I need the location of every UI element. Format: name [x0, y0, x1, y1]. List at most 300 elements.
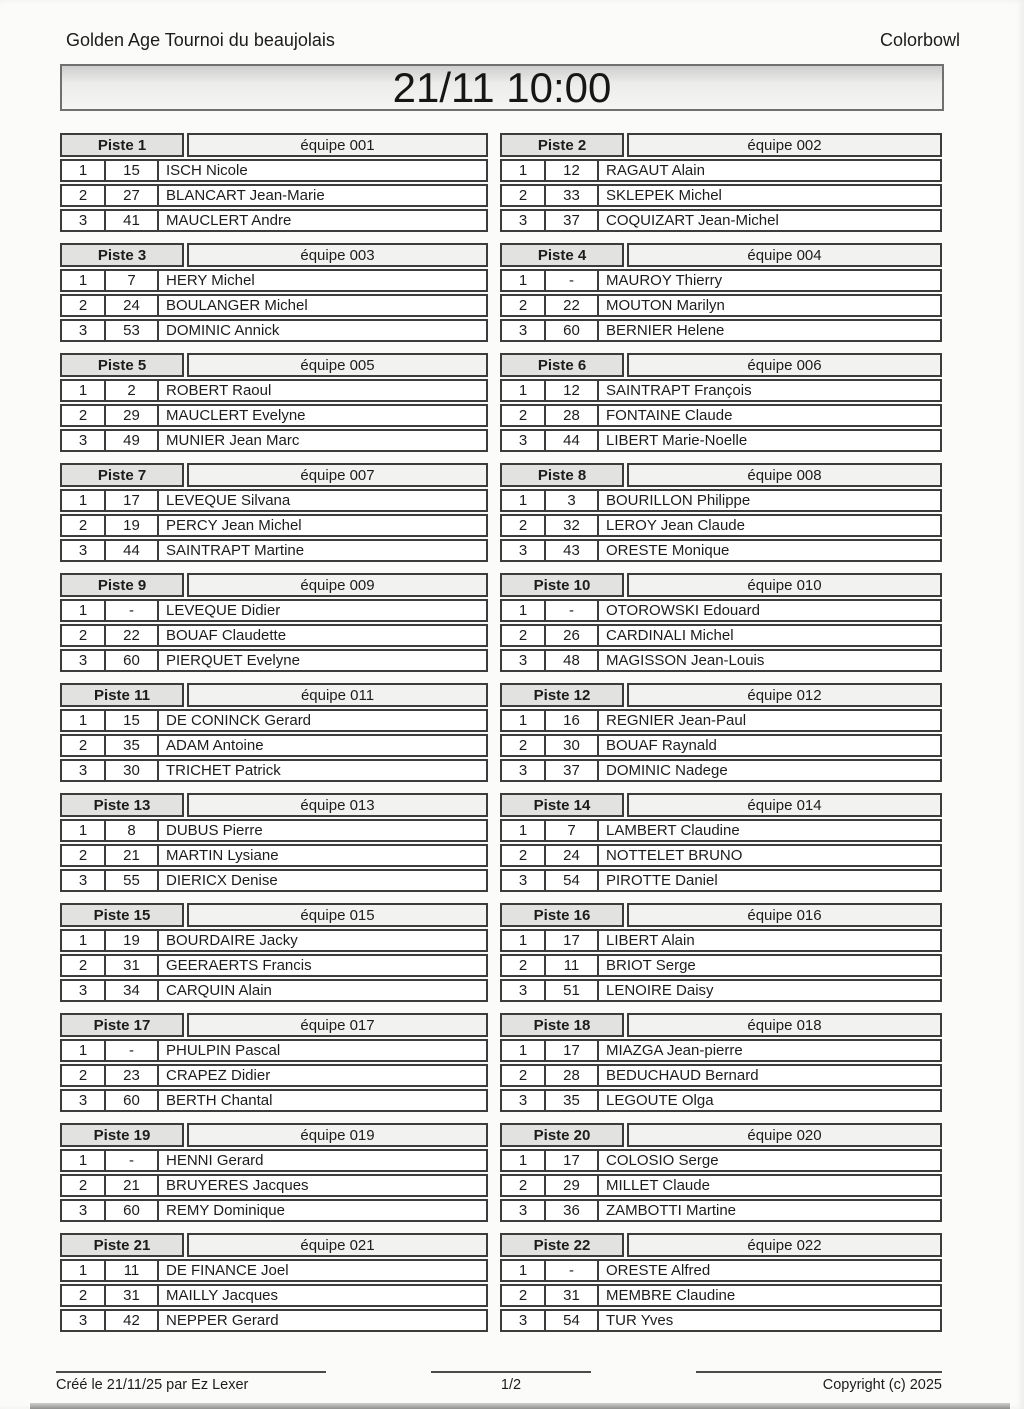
piste-table: [60, 683, 488, 784]
player-number: 30: [546, 736, 599, 755]
player-number: 7: [546, 821, 599, 840]
table-row: [60, 159, 488, 182]
table-row: [500, 649, 942, 672]
player-name: BERNIER Helene: [606, 322, 725, 339]
table-row: [60, 929, 488, 952]
player-position: 1: [62, 271, 106, 290]
player-name: DOMINIC Annick: [166, 322, 280, 339]
player-number: 27: [106, 186, 159, 205]
player-position: 3: [62, 1091, 106, 1110]
table-row: [500, 209, 942, 232]
player-name: BRUYERES Jacques: [166, 1177, 309, 1194]
piste-table: [500, 793, 942, 894]
piste-label: Piste 8: [500, 463, 624, 487]
equipe-label: équipe 001: [187, 133, 488, 157]
equipe-label: équipe 005: [187, 353, 488, 377]
player-number: 29: [546, 1176, 599, 1195]
player-position: 3: [502, 1311, 546, 1330]
player-number: 26: [546, 626, 599, 645]
player-name: ISCH Nicole: [166, 162, 248, 179]
document-header: [66, 30, 960, 51]
player-number: 12: [546, 381, 599, 400]
player-position: 2: [502, 296, 546, 315]
equipe-label: équipe 011: [187, 683, 488, 707]
table-row: [60, 1089, 488, 1112]
table-row: [500, 929, 942, 952]
player-name: HERY Michel: [166, 272, 255, 289]
player-name: SAINTRAPT François: [606, 382, 752, 399]
player-position: 2: [62, 956, 106, 975]
table-row: [500, 1149, 942, 1172]
table-row: [60, 1064, 488, 1087]
player-number: 60: [106, 1201, 159, 1220]
piste-table-header: [500, 903, 942, 927]
equipe-label: équipe 008: [627, 463, 942, 487]
player-position: 2: [502, 846, 546, 865]
table-row: [60, 599, 488, 622]
player-position: 3: [502, 871, 546, 890]
player-name: LEVEQUE Silvana: [166, 492, 291, 509]
table-row: [500, 599, 942, 622]
equipe-label: équipe 002: [627, 133, 942, 157]
piste-table-header: [60, 793, 488, 817]
piste-table-header: [60, 683, 488, 707]
player-position: 1: [502, 1041, 546, 1060]
player-number: 22: [546, 296, 599, 315]
equipe-label: équipe 018: [627, 1013, 942, 1037]
player-number: 41: [106, 211, 159, 230]
equipe-label: équipe 020: [627, 1123, 942, 1147]
table-row: [500, 319, 942, 342]
piste-label: Piste 17: [60, 1013, 184, 1037]
player-number: 44: [546, 431, 599, 450]
player-name: PIROTTE Daniel: [606, 872, 718, 889]
player-position: 2: [502, 516, 546, 535]
table-row: [500, 734, 942, 757]
player-number: 17: [546, 1041, 599, 1060]
piste-table-header: [60, 1013, 488, 1037]
tables-grid: [60, 133, 1024, 1334]
player-position: 2: [62, 406, 106, 425]
table-row: [500, 954, 942, 977]
player-position: 3: [502, 541, 546, 560]
player-number: 53: [106, 321, 159, 340]
player-number: 33: [546, 186, 599, 205]
table-row: [60, 869, 488, 892]
piste-label: Piste 20: [500, 1123, 624, 1147]
player-name: COLOSIO Serge: [606, 1152, 719, 1169]
equipe-label: équipe 014: [627, 793, 942, 817]
player-number: 21: [106, 846, 159, 865]
player-name: BOUAF Raynald: [606, 737, 717, 754]
piste-label: Piste 9: [60, 573, 184, 597]
piste-table-header: [500, 1123, 942, 1147]
table-row: [500, 294, 942, 317]
table-row: [500, 1174, 942, 1197]
player-name: ADAM Antoine: [166, 737, 264, 754]
piste-label: Piste 5: [60, 353, 184, 377]
player-position: 1: [502, 601, 546, 620]
player-number: 37: [546, 211, 599, 230]
scan-edge-artifact: [30, 1403, 1010, 1409]
player-number: 49: [106, 431, 159, 450]
player-name: BERTH Chantal: [166, 1092, 273, 1109]
table-row: [500, 1039, 942, 1062]
piste-table: [500, 903, 942, 1004]
player-position: 2: [502, 1066, 546, 1085]
table-row: [60, 1149, 488, 1172]
player-name: ROBERT Raoul: [166, 382, 272, 399]
player-name: DE FINANCE Joel: [166, 1262, 289, 1279]
player-position: 3: [502, 981, 546, 1000]
player-number: 11: [546, 956, 599, 975]
player-number: 55: [106, 871, 159, 890]
equipe-label: équipe 015: [187, 903, 488, 927]
player-position: 3: [62, 1311, 106, 1330]
player-name: MILLET Claude: [606, 1177, 710, 1194]
table-row: [500, 759, 942, 782]
player-number: 32: [546, 516, 599, 535]
player-position: 3: [62, 651, 106, 670]
equipe-label: équipe 006: [627, 353, 942, 377]
table-row: [500, 184, 942, 207]
player-position: 1: [62, 711, 106, 730]
player-position: 1: [502, 931, 546, 950]
player-name: ORESTE Alfred: [606, 1262, 711, 1279]
piste-label: Piste 11: [60, 683, 184, 707]
player-number: 2: [106, 381, 159, 400]
piste-table: [60, 133, 488, 234]
player-number: -: [546, 1261, 599, 1280]
player-name: MAUCLERT Evelyne: [166, 407, 306, 424]
player-position: 2: [62, 1176, 106, 1195]
player-position: 3: [502, 1201, 546, 1220]
player-number: -: [106, 1041, 159, 1060]
player-position: 1: [502, 1151, 546, 1170]
player-number: 60: [106, 1091, 159, 1110]
player-position: 3: [502, 761, 546, 780]
player-name: CRAPEZ Didier: [166, 1067, 271, 1084]
piste-label: Piste 18: [500, 1013, 624, 1037]
player-position: 3: [62, 981, 106, 1000]
equipe-label: équipe 017: [187, 1013, 488, 1037]
table-row: [500, 1199, 942, 1222]
equipe-label: équipe 010: [627, 573, 942, 597]
piste-table: [500, 1123, 942, 1224]
document-title: Golden Age Tournoi du beaujolais: [66, 30, 335, 50]
table-row: [60, 404, 488, 427]
table-row: [500, 819, 942, 842]
piste-table: [60, 463, 488, 564]
document-footer: [56, 1371, 942, 1393]
player-position: 1: [502, 1261, 546, 1280]
player-name: MIAZGA Jean-pierre: [606, 1042, 743, 1059]
player-position: 3: [502, 651, 546, 670]
piste-table-header: [500, 353, 942, 377]
table-row: [60, 1284, 488, 1307]
player-position: 1: [502, 161, 546, 180]
player-position: 3: [62, 541, 106, 560]
piste-label: Piste 14: [500, 793, 624, 817]
player-number: 60: [546, 321, 599, 340]
table-row: [500, 1064, 942, 1087]
player-name: DIERICX Denise: [166, 872, 278, 889]
equipe-label: équipe 004: [627, 243, 942, 267]
piste-table-header: [500, 1013, 942, 1037]
player-number: 48: [546, 651, 599, 670]
player-name: DUBUS Pierre: [166, 822, 263, 839]
table-row: [500, 1284, 942, 1307]
player-number: 31: [106, 956, 159, 975]
player-name: PHULPIN Pascal: [166, 1042, 281, 1059]
table-row: [500, 489, 942, 512]
table-row: [60, 209, 488, 232]
piste-label: Piste 13: [60, 793, 184, 817]
player-position: 3: [62, 211, 106, 230]
piste-label: Piste 15: [60, 903, 184, 927]
piste-table: [60, 1233, 488, 1334]
player-position: 2: [502, 186, 546, 205]
table-row: [60, 1259, 488, 1282]
player-number: 23: [106, 1066, 159, 1085]
player-name: LEGOUTE Olga: [606, 1092, 714, 1109]
player-number: -: [546, 601, 599, 620]
player-name: LAMBERT Claudine: [606, 822, 740, 839]
player-name: GEERAERTS Francis: [166, 957, 312, 974]
player-position: 1: [62, 1261, 106, 1280]
table-row: [60, 514, 488, 537]
table-row: [500, 514, 942, 537]
table-row: [60, 1309, 488, 1332]
player-name: LIBERT Marie-Noelle: [606, 432, 748, 449]
player-name: MOUTON Marilyn: [606, 297, 725, 314]
player-name: HENNI Gerard: [166, 1152, 264, 1169]
equipe-label: équipe 021: [187, 1233, 488, 1257]
player-name: PIERQUET Evelyne: [166, 652, 300, 669]
player-number: 34: [106, 981, 159, 1000]
player-number: 28: [546, 1066, 599, 1085]
player-number: 42: [106, 1311, 159, 1330]
player-name: BOUAF Claudette: [166, 627, 287, 644]
table-row: [500, 539, 942, 562]
equipe-label: équipe 013: [187, 793, 488, 817]
player-position: 1: [62, 1041, 106, 1060]
table-row: [500, 379, 942, 402]
piste-label: Piste 10: [500, 573, 624, 597]
player-position: 2: [502, 736, 546, 755]
player-number: 16: [546, 711, 599, 730]
player-name: CARQUIN Alain: [166, 982, 272, 999]
piste-table-header: [60, 903, 488, 927]
table-row: [60, 1039, 488, 1062]
player-name: ORESTE Monique: [606, 542, 730, 559]
piste-table: [60, 1013, 488, 1114]
player-name: TRICHET Patrick: [166, 762, 281, 779]
piste-table-header: [500, 243, 942, 267]
player-number: 31: [546, 1286, 599, 1305]
piste-table: [60, 353, 488, 454]
player-number: 31: [106, 1286, 159, 1305]
player-position: 2: [62, 846, 106, 865]
player-number: 29: [106, 406, 159, 425]
table-row: [500, 1309, 942, 1332]
player-name: MARTIN Lysiane: [166, 847, 279, 864]
table-row: [60, 759, 488, 782]
table-row: [60, 734, 488, 757]
piste-label: Piste 12: [500, 683, 624, 707]
player-number: 12: [546, 161, 599, 180]
player-position: 2: [502, 626, 546, 645]
player-position: 1: [62, 931, 106, 950]
table-row: [500, 624, 942, 647]
player-name: REGNIER Jean-Paul: [606, 712, 747, 729]
player-position: 2: [62, 296, 106, 315]
session-datetime: 21/11 10:00: [392, 63, 612, 111]
player-position: 1: [502, 821, 546, 840]
table-row: [60, 1174, 488, 1197]
player-name: MAUROY Thierry: [606, 272, 723, 289]
piste-label: Piste 1: [60, 133, 184, 157]
player-position: 3: [502, 211, 546, 230]
piste-label: Piste 16: [500, 903, 624, 927]
table-row: [60, 954, 488, 977]
player-position: 2: [62, 516, 106, 535]
player-position: 2: [62, 736, 106, 755]
equipe-label: équipe 007: [187, 463, 488, 487]
piste-table: [500, 683, 942, 784]
piste-label: Piste 3: [60, 243, 184, 267]
player-number: 19: [106, 516, 159, 535]
table-row: [60, 649, 488, 672]
player-name: DE CONINCK Gerard: [166, 712, 312, 729]
player-number: -: [106, 1151, 159, 1170]
piste-table: [60, 1123, 488, 1224]
piste-table: [60, 903, 488, 1004]
player-name: SAINTRAPT Martine: [166, 542, 305, 559]
player-number: 35: [106, 736, 159, 755]
player-number: 21: [106, 1176, 159, 1195]
piste-table: [500, 1233, 942, 1334]
player-number: 51: [546, 981, 599, 1000]
player-position: 3: [62, 431, 106, 450]
player-position: 1: [502, 491, 546, 510]
player-position: 3: [62, 871, 106, 890]
table-row: [60, 979, 488, 1002]
table-row: [60, 379, 488, 402]
piste-table: [60, 243, 488, 344]
player-name: MUNIER Jean Marc: [166, 432, 300, 449]
player-position: 2: [62, 626, 106, 645]
piste-label: Piste 7: [60, 463, 184, 487]
equipe-label: équipe 016: [627, 903, 942, 927]
player-position: 1: [502, 711, 546, 730]
player-name: BOURILLON Philippe: [606, 492, 751, 509]
piste-table: [500, 1013, 942, 1114]
player-number: 36: [546, 1201, 599, 1220]
player-number: 60: [106, 651, 159, 670]
player-number: 30: [106, 761, 159, 780]
player-position: 3: [62, 761, 106, 780]
piste-table-header: [500, 573, 942, 597]
table-row: [60, 294, 488, 317]
table-row: [60, 539, 488, 562]
piste-table: [500, 463, 942, 564]
player-name: MAILLY Jacques: [166, 1287, 279, 1304]
player-position: 3: [502, 1091, 546, 1110]
player-position: 1: [62, 1151, 106, 1170]
player-name: RAGAUT Alain: [606, 162, 705, 179]
player-name: LENOIRE Daisy: [606, 982, 714, 999]
piste-table-header: [60, 1123, 488, 1147]
player-position: 3: [502, 431, 546, 450]
equipe-label: équipe 012: [627, 683, 942, 707]
equipe-label: équipe 009: [187, 573, 488, 597]
piste-table-header: [60, 243, 488, 267]
player-position: 1: [502, 271, 546, 290]
table-row: [60, 709, 488, 732]
player-number: 37: [546, 761, 599, 780]
player-name: PERCY Jean Michel: [166, 517, 302, 534]
piste-table: [500, 573, 942, 674]
piste-label: Piste 22: [500, 1233, 624, 1257]
piste-table-header: [500, 133, 942, 157]
player-position: 1: [62, 821, 106, 840]
table-row: [500, 1089, 942, 1112]
player-name: MAUCLERT Andre: [166, 212, 292, 229]
player-position: 2: [502, 956, 546, 975]
page-number: 1/2: [431, 1371, 591, 1393]
player-position: 1: [62, 381, 106, 400]
player-name: NOTTELET BRUNO: [606, 847, 743, 864]
player-position: 2: [62, 186, 106, 205]
player-number: 15: [106, 161, 159, 180]
piste-table: [60, 573, 488, 674]
player-position: 1: [502, 381, 546, 400]
player-number: 19: [106, 931, 159, 950]
player-number: 22: [106, 626, 159, 645]
player-number: -: [546, 271, 599, 290]
player-number: 17: [546, 931, 599, 950]
player-name: CARDINALI Michel: [606, 627, 734, 644]
table-row: [60, 489, 488, 512]
session-datetime-banner: [60, 64, 944, 111]
piste-table-header: [60, 353, 488, 377]
equipe-label: équipe 022: [627, 1233, 942, 1257]
piste-label: Piste 4: [500, 243, 624, 267]
piste-table-header: [500, 793, 942, 817]
table-row: [60, 184, 488, 207]
table-row: [60, 319, 488, 342]
player-number: 24: [546, 846, 599, 865]
table-row: [60, 819, 488, 842]
player-number: 35: [546, 1091, 599, 1110]
player-number: -: [106, 601, 159, 620]
created-info: Créé le 21/11/25 par Ez Lexer: [56, 1371, 326, 1393]
player-position: 2: [502, 406, 546, 425]
player-name: DOMINIC Nadege: [606, 762, 728, 779]
player-name: LIBERT Alain: [606, 932, 695, 949]
player-name: OTOROWSKI Edouard: [606, 602, 760, 619]
player-number: 54: [546, 871, 599, 890]
piste-table-header: [500, 463, 942, 487]
table-row: [60, 844, 488, 867]
player-position: 2: [62, 1286, 106, 1305]
player-position: 3: [62, 321, 106, 340]
table-row: [60, 624, 488, 647]
piste-table-header: [60, 463, 488, 487]
player-number: 54: [546, 1311, 599, 1330]
player-name: SKLEPEK Michel: [606, 187, 722, 204]
